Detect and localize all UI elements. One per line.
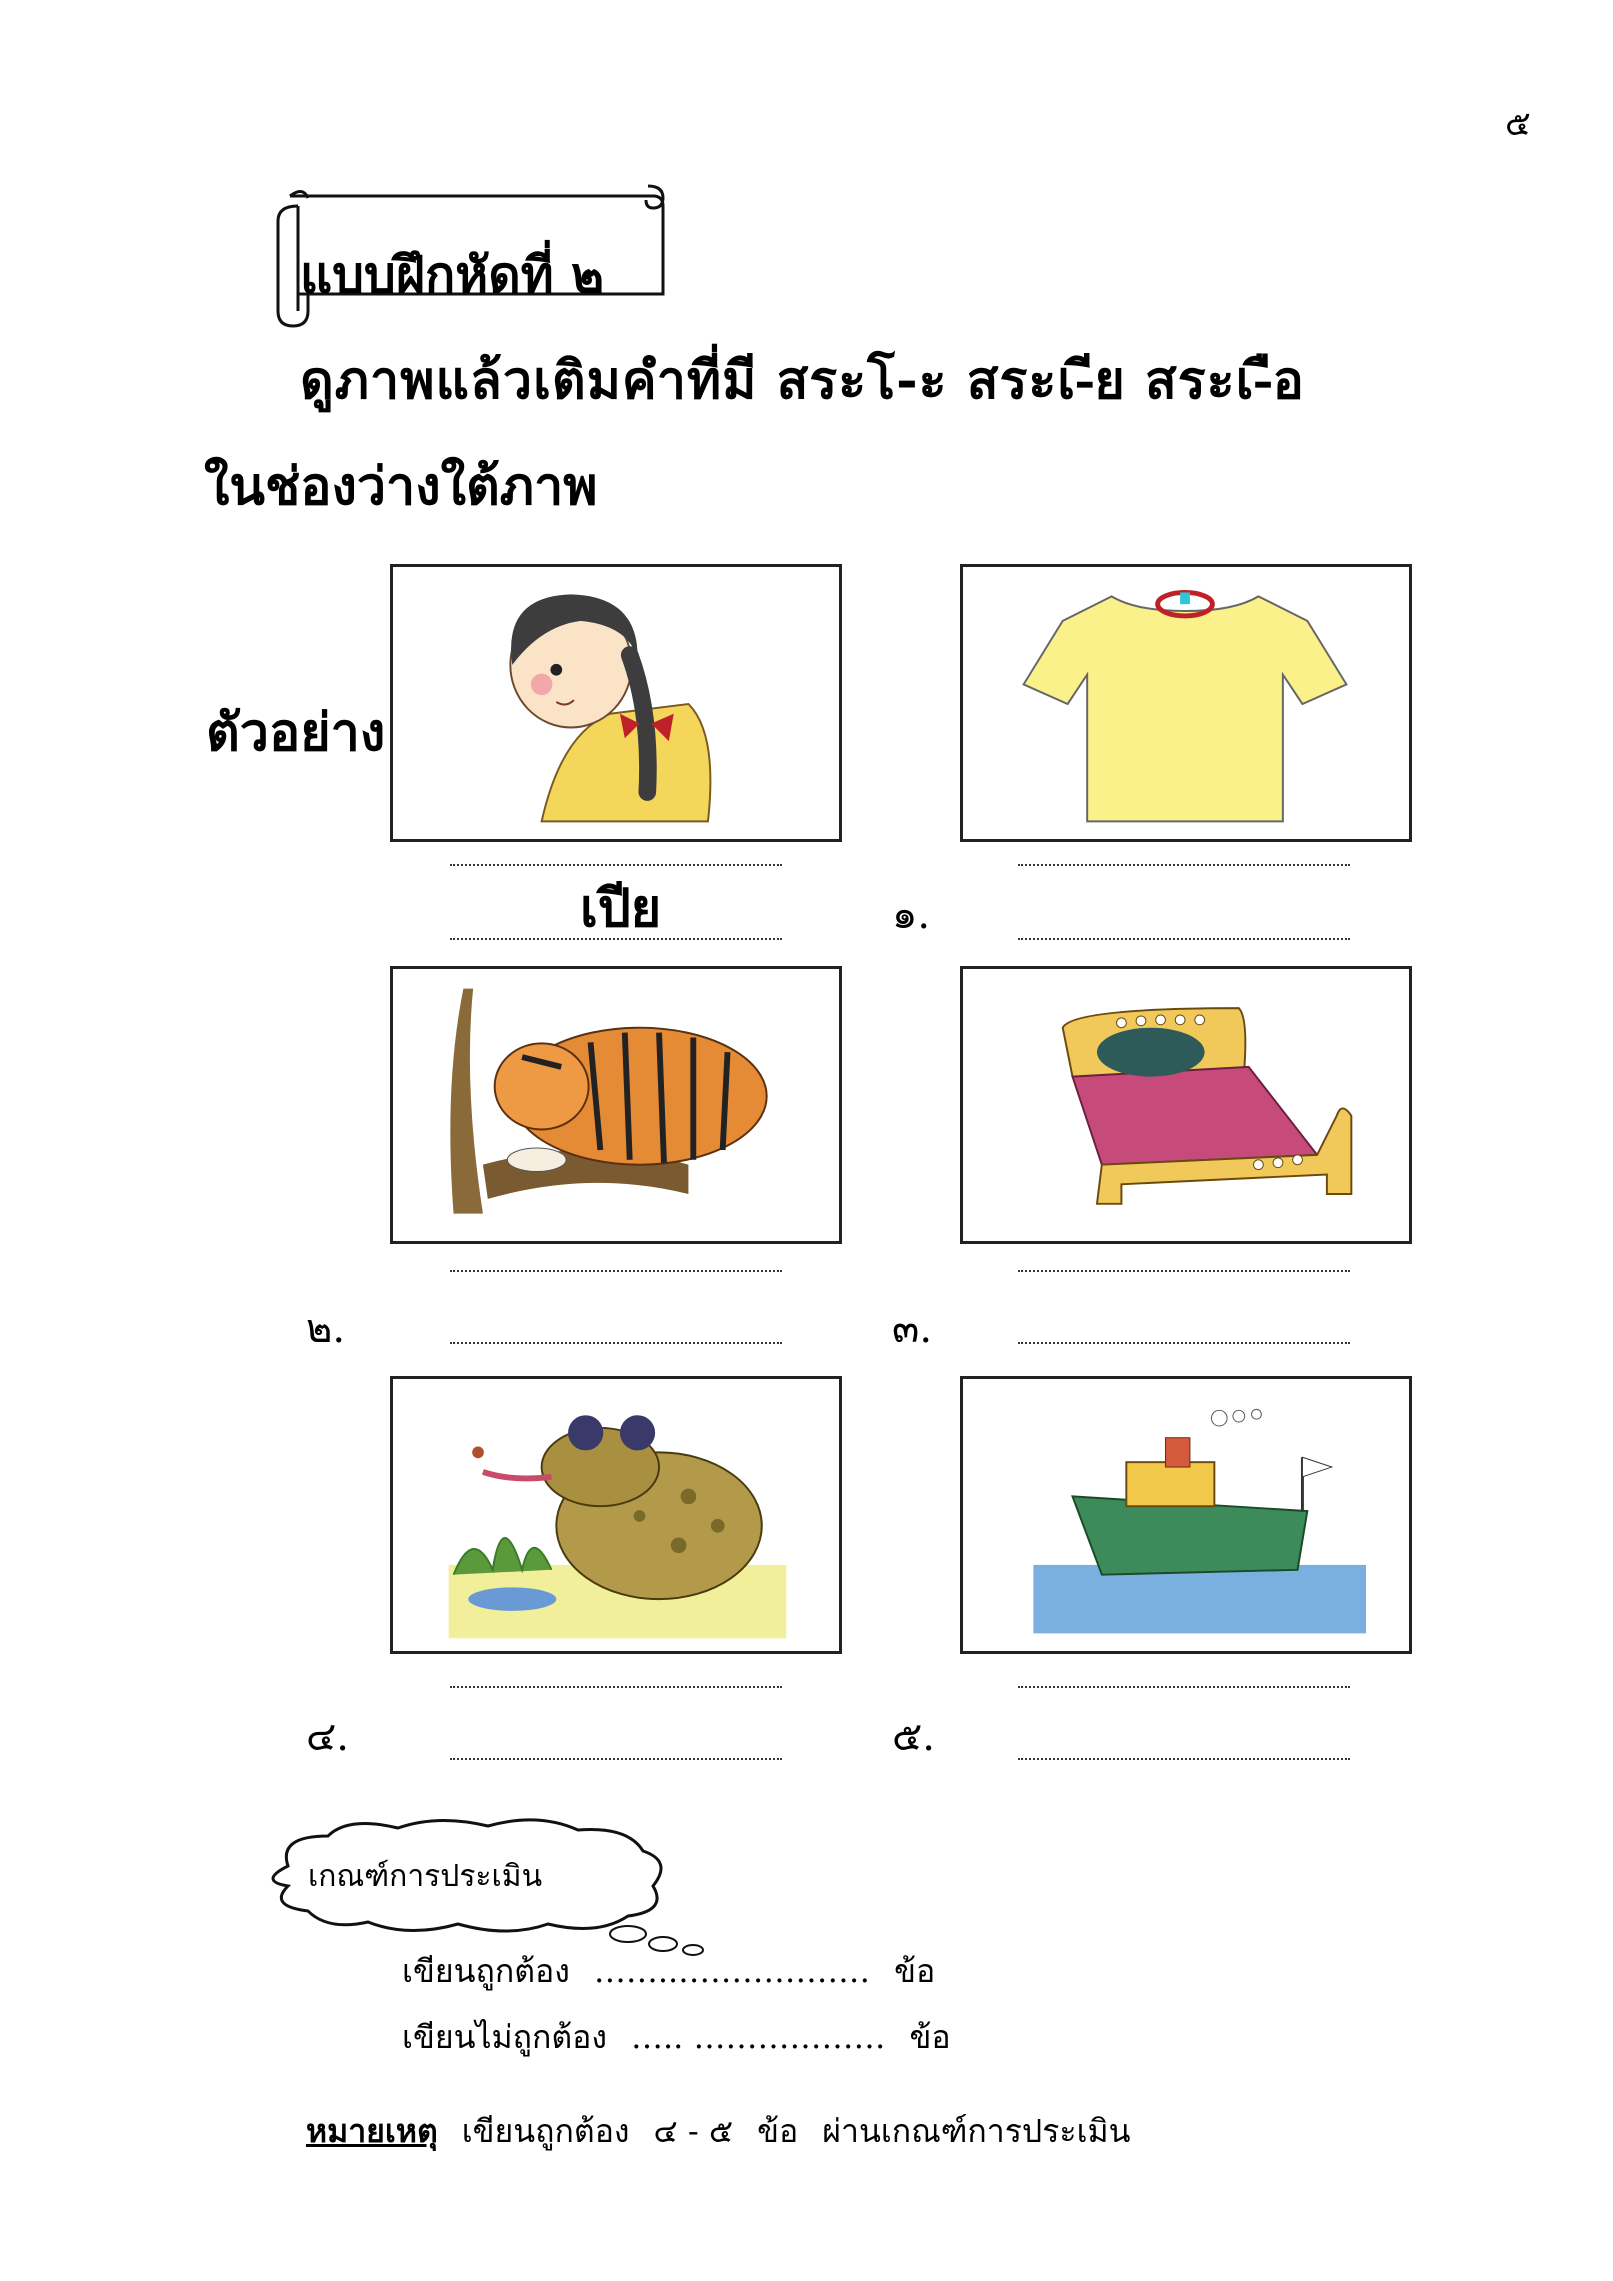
criteria-correct-dots: ……..……………… [593, 1952, 871, 1990]
item-number-4: ๔. [306, 1714, 349, 1760]
toad-icon [393, 1379, 839, 1651]
tiger-icon [393, 969, 839, 1241]
answer-line-bottom-example [450, 938, 782, 940]
item-number-1: ๑. [892, 892, 931, 938]
picture-frame-4 [390, 1376, 842, 1654]
example-label: ตัวอย่าง [206, 702, 386, 763]
item-number-2: ๒. [306, 1306, 346, 1352]
note-row [306, 2106, 1131, 2157]
answer-line-bottom-3[interactable] [1018, 1342, 1350, 1344]
criteria-incorrect-unit: ข้อ [909, 2018, 951, 2056]
note-pass-text: ผ่านเกณฑ์การประเมิน [822, 2112, 1131, 2150]
picture-frame-3 [960, 966, 1412, 1244]
note-label: หมายเหตุ [306, 2112, 438, 2150]
note-text-written: เขียนถูกต้อง [461, 2112, 630, 2150]
picture-frame-2 [390, 966, 842, 1244]
note-unit: ข้อ [757, 2112, 799, 2150]
girl-with-braid-icon [393, 567, 839, 839]
answer-line-top-5 [1018, 1686, 1350, 1688]
boat-icon [963, 1379, 1409, 1651]
criteria-correct-label: เขียนถูกต้อง [402, 1952, 570, 1990]
item-number-3: ๓. [892, 1306, 933, 1352]
bed-icon [963, 969, 1409, 1241]
criteria-incorrect-dots: ….. ……………… [631, 2018, 886, 2056]
answer-line-top-2 [450, 1270, 782, 1272]
answer-line-top-3 [1018, 1270, 1350, 1272]
shirt-icon [963, 567, 1409, 839]
answer-line-bottom-5[interactable] [1018, 1758, 1350, 1760]
picture-frame-1 [960, 564, 1412, 842]
page-number: ๕ [1505, 104, 1531, 144]
answer-line-top-1 [1018, 864, 1350, 866]
criteria-correct-row [402, 1946, 935, 1997]
answer-line-bottom-4[interactable] [450, 1758, 782, 1760]
instruction-line-1: ดูภาพแล้วเติมคำที่มี สระโ-ะ สระเ-ีย สระเ-ือ [300, 350, 1305, 411]
exercise-title: แบบฝึกหัดที่ ๒ [300, 245, 605, 304]
item-number-5: ๕. [892, 1714, 935, 1760]
answer-line-top-4 [450, 1686, 782, 1688]
example-answer: เปีย [580, 878, 662, 939]
example-picture-frame [390, 564, 842, 842]
picture-frame-5 [960, 1376, 1412, 1654]
criteria-title: เกณฑ์การประเมิน [308, 1859, 543, 1894]
answer-line-bottom-1[interactable] [1018, 938, 1350, 940]
instruction-line-2: ในช่องว่างใต้ภาพ [204, 456, 598, 517]
answer-line-bottom-2[interactable] [450, 1342, 782, 1344]
criteria-incorrect-row [402, 2012, 951, 2063]
criteria-correct-unit: ข้อ [894, 1952, 936, 1990]
note-range: ๔ - ๕ [653, 2112, 734, 2150]
criteria-incorrect-label: เขียนไม่ถูกต้อง [402, 2018, 607, 2056]
